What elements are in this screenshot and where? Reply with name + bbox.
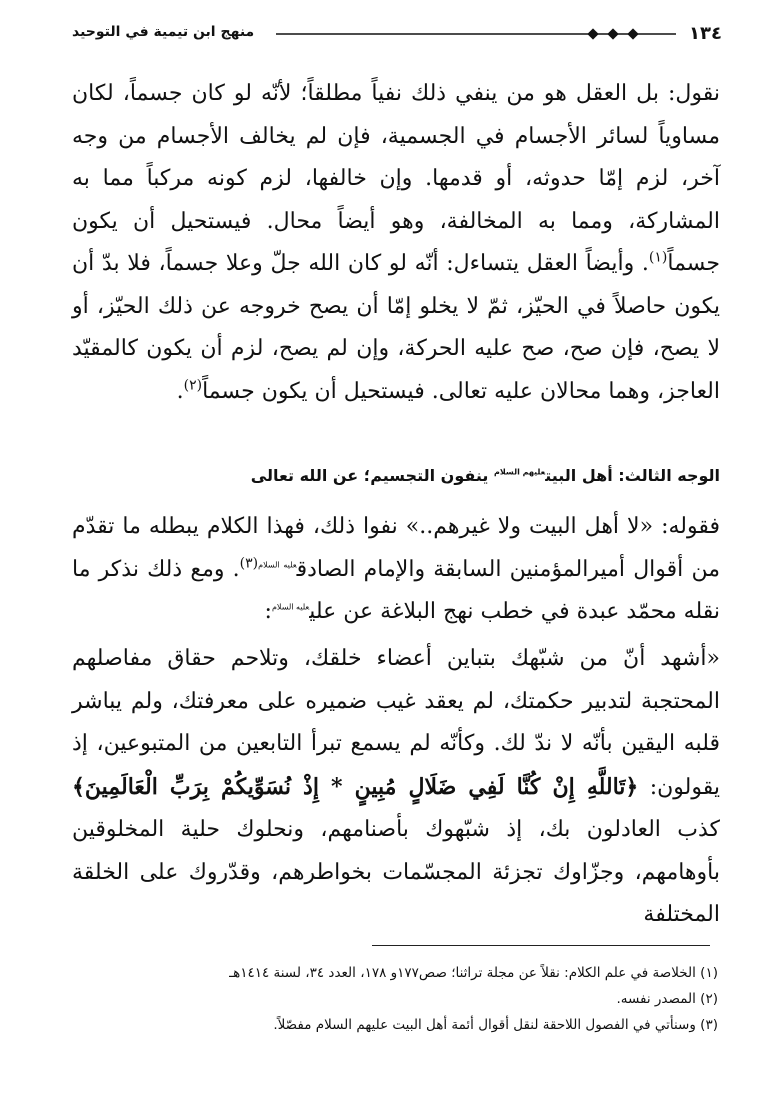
quran-quote: ﴿تَاللَّهِ إِنْ كُنَّا لَفِي ضَلَالٍ مُبِينٍ * إِذْ نُسَوِّيكُمْ بِرَبِّ الْعَالَمِينَ﴾ bbox=[72, 773, 639, 800]
paragraph-3 bbox=[72, 638, 720, 937]
section-heading-lead: الوجه الثالث: bbox=[618, 466, 720, 485]
honorific-mark: عليه السلام bbox=[258, 560, 297, 570]
text-run: : bbox=[264, 599, 272, 624]
footnotes bbox=[72, 960, 718, 1038]
footnote-ref: (٣) bbox=[239, 555, 259, 572]
text-run: كذب العادلون بك، إذ شبّهوك بأصنامهم، ونحلوك حلية المخلوقين بأوهامهم، وجزّاوك تجزئة المجسّمات بخواطرهم، وقدّروك على الخلقة المختلفة bbox=[72, 817, 720, 927]
section-heading-rest: ينفون التجسيم؛ عن الله تعالى bbox=[250, 466, 494, 485]
footnote-ref: (٢) bbox=[183, 377, 203, 394]
footnote-item: (١) الخلاصة في علم الكلام: نقلاً عن مجلة تراثنا؛ صص١٧٧و ١٧٨، العدد ٣٤، لسنة ١٤١٤هـ bbox=[229, 965, 718, 981]
paragraph-2 bbox=[72, 506, 720, 634]
footnote-ref: (١) bbox=[648, 249, 668, 266]
header-ornament-rule bbox=[276, 23, 676, 45]
text-run: فقوله: «لا أهل البيت ولا غيرهم..» نفوا ذلك، فهذا الكلام يبطله ما تقدّم من أقوال أميرالمؤمنين السابقة والإمام الصادق bbox=[72, 514, 720, 582]
footnote-divider bbox=[372, 945, 710, 946]
text-run: . ومع ذلك نذكر ما نقله محمّد عبدة في خطب نهج البلاغة عن علي bbox=[72, 556, 720, 624]
text-run: نقول: بل العقل هو من ينفي ذلك نفياً مطلقاً؛ لأنّه لو كان جسماً، لكان مساوياً لسائر الأجسام في الجسمية، فإن لم يخالف الأجسام من وجه آخر، لزم إمّا حدوثه، أو قدمها. وإن خالفها، لزم كونه مركباً مما به المشاركة، ومما به المخالفة، وهو أيضاً محال. فيستحيل أن يكون جسماً bbox=[72, 81, 721, 276]
text-run: . bbox=[176, 378, 184, 404]
footnote-item: (٢) المصدر نفسه. bbox=[616, 991, 718, 1007]
honorific-mark: عليه السلام bbox=[271, 602, 310, 612]
section-heading-text: أهل البيت bbox=[545, 466, 619, 485]
paragraph-1 bbox=[72, 73, 720, 413]
text-run: . وأيضاً العقل يتساءل: أنّه لو كان الله جلّ وعلا جسماً، فلا بدّ أن يكون حاصلاً في الحيّز، ثمّ لا يخلو إمّا أن يصح خروجه عن ذلك الحيّز، أو لا يصح، فإن صح، صح عليه الحركة، وإن لم يصح، لزم أن يكون كالمقيّد العاجز، وهما محالان عليه تعالى. فيستحيل أن يكون جسماً bbox=[72, 251, 720, 404]
footnote-item: (٣) وسنأتي في الفصول اللاحقة لنقل أقوال أئمة أهل البيت عليهم السلام مفصّلاً. bbox=[273, 1017, 718, 1033]
page-number: ١٣٤ bbox=[689, 23, 722, 44]
honorific-mark: عليهم السلام bbox=[493, 467, 546, 477]
text-run: «أشهد أنّ من شبّهك بتباين أعضاء خلقك، وتلاحم حقاق مفاصلهم المحتجبة لتدبير حكمتك، لم يعقد غيب ضميره على معرفتك، ولم يباشر قلبه اليقين بأنّه لا ندّ لك. وكأنّه لم يسمع تبرأ التابعين من المتبوعين، إذ يقولون: bbox=[72, 646, 720, 800]
section-heading bbox=[70, 466, 720, 485]
running-title: منهج ابن تيمية في التوحيد bbox=[72, 24, 255, 40]
